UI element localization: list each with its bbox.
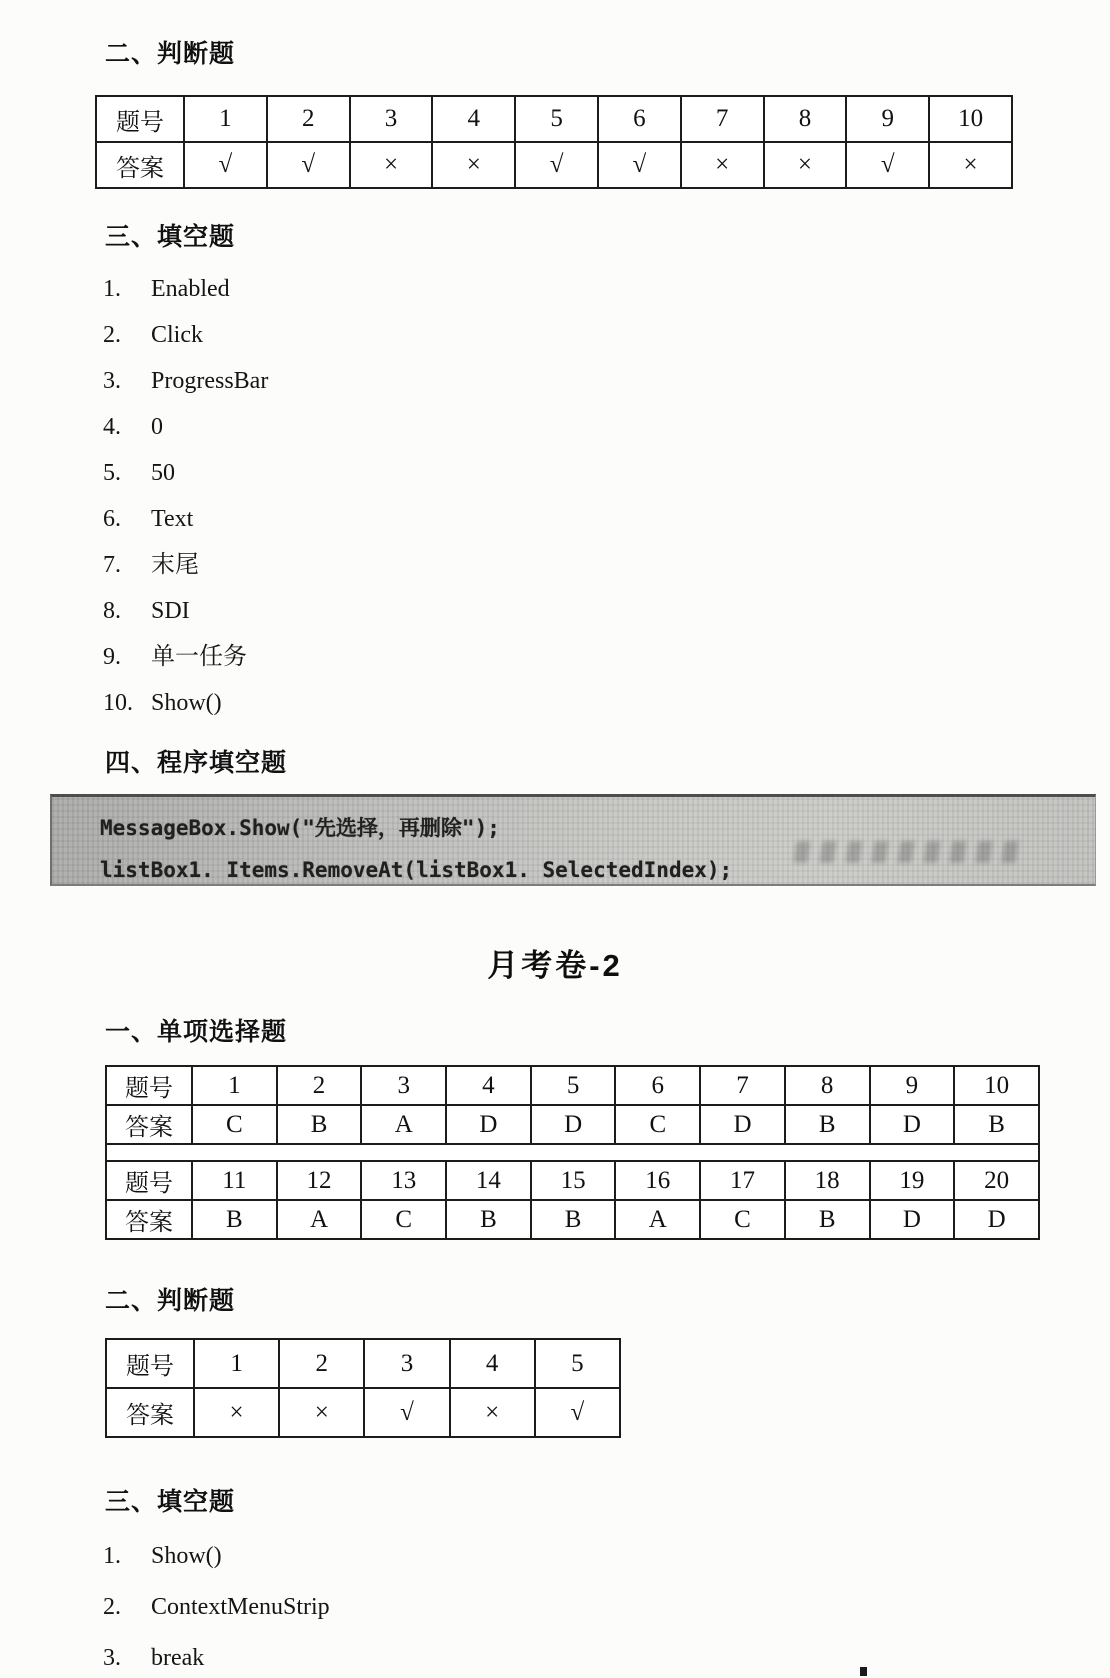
item-number: 7. — [103, 552, 121, 578]
row-label: 答案 — [106, 1388, 194, 1437]
item-text: SDI — [151, 598, 190, 624]
answer-cell: C — [192, 1105, 277, 1144]
answer-cell: B — [785, 1105, 870, 1144]
question-number-cell: 16 — [615, 1161, 700, 1200]
code-line-2: listBox1. Items.RemoveAt(listBox1. SelectedIndex); — [100, 858, 733, 882]
question-number-cell: 20 — [954, 1161, 1039, 1200]
answer-cell: A — [361, 1105, 446, 1144]
question-number-cell: 13 — [361, 1161, 446, 1200]
answer-cell: D — [870, 1200, 955, 1239]
question-number-cell: 12 — [277, 1161, 362, 1200]
question-number-cell: 14 — [446, 1161, 531, 1200]
answer-cell: × — [681, 142, 764, 188]
answer-cell: A — [277, 1200, 362, 1239]
question-number-cell: 6 — [598, 96, 681, 142]
fill-in-list-2 — [0, 1543, 1110, 1672]
question-number-cell: 19 — [870, 1161, 955, 1200]
question-number-cell: 1 — [194, 1339, 279, 1388]
answer-cell: × — [194, 1388, 279, 1437]
answer-cell: × — [764, 142, 847, 188]
answer-cell: D — [446, 1105, 531, 1144]
question-number-cell: 8 — [764, 96, 847, 142]
answer-cell: D — [870, 1105, 955, 1144]
question-number-cell: 7 — [681, 96, 764, 142]
question-number-cell: 2 — [277, 1066, 362, 1105]
item-text: ProgressBar — [151, 368, 269, 394]
answer-cell: √ — [598, 142, 681, 188]
list-item — [103, 552, 1110, 579]
answer-cell: D — [954, 1200, 1039, 1239]
question-number-cell: 5 — [531, 1066, 616, 1105]
item-text: break — [151, 1645, 205, 1671]
code-block — [50, 794, 1096, 886]
item-text: 0 — [151, 414, 163, 440]
answer-cell: √ — [364, 1388, 449, 1437]
answer-cell: C — [700, 1200, 785, 1239]
answer-cell: × — [350, 142, 433, 188]
multiple-choice-answer-table — [105, 1065, 1040, 1240]
list-item — [103, 414, 1110, 441]
section-heading-program: 四、程序填空题 — [105, 749, 288, 777]
question-number-cell: 9 — [846, 96, 929, 142]
list-item — [103, 1645, 1110, 1672]
row-label: 题号 — [106, 1066, 192, 1105]
item-number: 6. — [103, 506, 121, 532]
row-label: 题号 — [96, 96, 184, 142]
scan-artifact — [860, 1667, 867, 1676]
item-text: 末尾 — [151, 552, 199, 578]
list-item — [103, 368, 1110, 395]
answer-cell: B — [954, 1105, 1039, 1144]
answer-cell: √ — [267, 142, 350, 188]
question-number-cell: 2 — [267, 96, 350, 142]
item-text: Enabled — [151, 276, 230, 302]
item-number: 8. — [103, 598, 121, 624]
table-row-answers — [106, 1388, 620, 1437]
paper-title: 月考卷-2 — [487, 948, 623, 983]
question-number-cell: 10 — [954, 1066, 1039, 1105]
section-heading-mc: 一、单项选择题 — [105, 1018, 288, 1046]
answer-cell: A — [615, 1200, 700, 1239]
item-number: 9. — [103, 644, 121, 670]
list-item — [103, 690, 1110, 717]
section-heading-judge1: 二、判断题 — [105, 40, 236, 68]
table-row-answers — [106, 1200, 1039, 1239]
answer-cell: C — [615, 1105, 700, 1144]
answer-cell: C — [361, 1200, 446, 1239]
item-number: 1. — [103, 1543, 121, 1569]
answer-cell: × — [432, 142, 515, 188]
list-item — [103, 598, 1110, 625]
answer-cell: √ — [515, 142, 598, 188]
table-row-answers — [106, 1105, 1039, 1144]
section-heading-fill2: 三、填空题 — [105, 1488, 236, 1516]
item-text: 50 — [151, 460, 175, 486]
judge2-answer-table — [105, 1338, 621, 1438]
item-text: ContextMenuStrip — [151, 1594, 330, 1620]
question-number-cell: 3 — [350, 96, 433, 142]
table-row-numbers — [106, 1161, 1039, 1200]
judge1-answer-table — [95, 95, 1013, 189]
table-row-answers — [96, 142, 1012, 188]
list-item — [103, 1594, 1110, 1621]
question-number-cell: 5 — [515, 96, 598, 142]
list-item — [103, 644, 1110, 671]
row-label: 答案 — [106, 1200, 192, 1239]
question-number-cell: 10 — [929, 96, 1012, 142]
section-heading-fill1: 三、填空题 — [105, 223, 236, 251]
row-label: 题号 — [106, 1339, 194, 1388]
question-number-cell: 4 — [446, 1066, 531, 1105]
item-text: Show() — [151, 690, 222, 716]
answer-cell: D — [531, 1105, 616, 1144]
item-text: Show() — [151, 1543, 222, 1569]
list-item — [103, 1543, 1110, 1570]
answer-cell: D — [700, 1105, 785, 1144]
table-gap-row — [106, 1144, 1039, 1161]
item-number: 2. — [103, 322, 121, 348]
answer-cell: B — [192, 1200, 277, 1239]
question-number-cell: 4 — [450, 1339, 535, 1388]
question-number-cell: 3 — [364, 1339, 449, 1388]
answer-cell: B — [785, 1200, 870, 1239]
item-number: 5. — [103, 460, 121, 486]
answer-cell: × — [929, 142, 1012, 188]
question-number-cell: 2 — [279, 1339, 364, 1388]
item-text: Text — [151, 506, 194, 532]
answer-cell: B — [277, 1105, 362, 1144]
question-number-cell: 9 — [870, 1066, 955, 1105]
table-row-numbers — [106, 1339, 620, 1388]
question-number-cell: 7 — [700, 1066, 785, 1105]
item-text: Click — [151, 322, 203, 348]
question-number-cell: 1 — [192, 1066, 277, 1105]
code-line-1: MessageBox.Show("先选择，再删除"); — [100, 816, 500, 840]
item-number: 3. — [103, 368, 121, 394]
answer-cell: √ — [184, 142, 267, 188]
answer-cell: B — [446, 1200, 531, 1239]
answer-cell: × — [279, 1388, 364, 1437]
answer-cell: B — [531, 1200, 616, 1239]
item-number: 1. — [103, 276, 121, 302]
answer-cell: √ — [846, 142, 929, 188]
row-label: 题号 — [106, 1161, 192, 1200]
question-number-cell: 3 — [361, 1066, 446, 1105]
question-number-cell: 15 — [531, 1161, 616, 1200]
section-heading-judge2: 二、判断题 — [105, 1287, 236, 1315]
question-number-cell: 8 — [785, 1066, 870, 1105]
question-number-cell: 11 — [192, 1161, 277, 1200]
table-row-numbers — [96, 96, 1012, 142]
question-number-cell: 1 — [184, 96, 267, 142]
question-number-cell: 17 — [700, 1161, 785, 1200]
answer-cell: × — [450, 1388, 535, 1437]
list-item — [103, 322, 1110, 349]
table-row-numbers — [106, 1066, 1039, 1105]
scan-bleed-through — [793, 841, 1026, 863]
row-label: 答案 — [96, 142, 184, 188]
item-number: 4. — [103, 414, 121, 440]
question-number-cell: 18 — [785, 1161, 870, 1200]
fill-in-list-1 — [0, 276, 1110, 717]
list-item — [103, 506, 1110, 533]
item-text: 单一任务 — [151, 644, 247, 670]
answer-cell: √ — [535, 1388, 620, 1437]
question-number-cell: 4 — [432, 96, 515, 142]
item-number: 3. — [103, 1645, 121, 1671]
question-number-cell: 6 — [615, 1066, 700, 1105]
list-item — [103, 460, 1110, 487]
question-number-cell: 5 — [535, 1339, 620, 1388]
list-item — [103, 276, 1110, 303]
row-label: 答案 — [106, 1105, 192, 1144]
item-number: 10. — [103, 690, 133, 716]
item-number: 2. — [103, 1594, 121, 1620]
